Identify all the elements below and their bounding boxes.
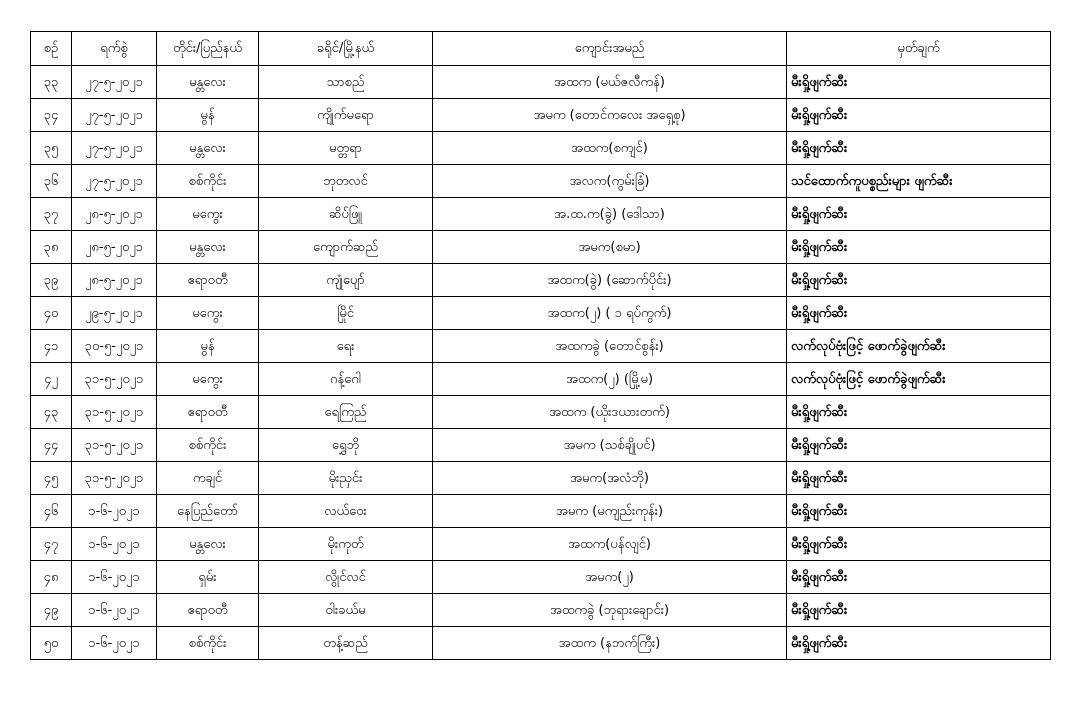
cell-remark: မီးရှို့ဖျက်ဆီး: [787, 429, 1051, 462]
table-row: [31, 99, 1051, 132]
cell-remark: မီးရှို့ဖျက်ဆီး: [787, 132, 1051, 165]
cell-date: ၂၈-၅-၂၀၂၁: [72, 264, 157, 297]
cell-school: အထက (ယိုးဒယားတက်): [433, 396, 787, 429]
cell-school: အမက (မကျည်းကုန်း): [433, 495, 787, 528]
cell-date: ၂၈-၅-၂၀၂၁: [72, 198, 157, 231]
cell-remark: မီးရှို့ဖျက်ဆီး: [787, 561, 1051, 594]
table-row: [31, 297, 1051, 330]
cell-no: ၃၄: [31, 99, 72, 132]
cell-region: မကွေး: [157, 363, 259, 396]
cell-remark: မီးရှို့ဖျက်ဆီး: [787, 231, 1051, 264]
cell-no: ၃၆: [31, 165, 72, 198]
cell-region: မန္တလေး: [157, 132, 259, 165]
cell-school: အမက(စမာ): [433, 231, 787, 264]
cell-date: ၁-၆-၂၀၂၁: [72, 627, 157, 660]
cell-region: စစ်ကိုင်း: [157, 165, 259, 198]
table-row: [31, 132, 1051, 165]
table-row: [31, 627, 1051, 660]
cell-region: စစ်ကိုင်း: [157, 627, 259, 660]
cell-no: ၃၅: [31, 132, 72, 165]
cell-school: အထက(၂) (မြို့မ): [433, 363, 787, 396]
cell-no: ၃၉: [31, 264, 72, 297]
cell-school: အမက(၂): [433, 561, 787, 594]
cell-township: ရေး: [259, 330, 433, 363]
table-row: [31, 330, 1051, 363]
cell-township: ဘုတလင်: [259, 165, 433, 198]
table-row: [31, 231, 1051, 264]
cell-no: ၄၈: [31, 561, 72, 594]
header-region: တိုင်း/ပြည်နယ်: [157, 32, 259, 66]
table-row: [31, 462, 1051, 495]
cell-school: အမက (သစ်ချိုပင်): [433, 429, 787, 462]
cell-region: ကချင်: [157, 462, 259, 495]
cell-region: မကွေး: [157, 198, 259, 231]
cell-remark: မီးရှို့ဖျက်ဆီး: [787, 462, 1051, 495]
cell-region: ဧရာဝတီ: [157, 396, 259, 429]
cell-remark: မီးရှို့ဖျက်ဆီး: [787, 198, 1051, 231]
cell-township: ဆိပ်ဖြူ: [259, 198, 433, 231]
cell-no: ၃၈: [31, 231, 72, 264]
table-row: [31, 528, 1051, 561]
cell-date: ၂၇-၅-၂၀၂၁: [72, 165, 157, 198]
cell-school: အထကခွဲ (ဘုရားချောင်း): [433, 594, 787, 627]
cell-date: ၃၁-၅-၂၀၂၁: [72, 462, 157, 495]
cell-date: ၁-၆-၂၀၂၁: [72, 528, 157, 561]
cell-date: ၂၉-၅-၂၀၂၁: [72, 297, 157, 330]
table-row: [31, 429, 1051, 462]
cell-region: နေပြည်တော်: [157, 495, 259, 528]
cell-school: အမက (တောင်ကလေး အရှေ့စု): [433, 99, 787, 132]
cell-remark: မီးရှို့ဖျက်ဆီး: [787, 495, 1051, 528]
cell-date: ၃၁-၅-၂၀၂၁: [72, 396, 157, 429]
cell-township: ဝါးခယ်မ: [259, 594, 433, 627]
cell-school: အထက(ခွဲ) (ဆောက်ပိုင်း): [433, 264, 787, 297]
cell-township: ကျုံပျော်: [259, 264, 433, 297]
cell-township: ရေကြည်: [259, 396, 433, 429]
header-remark: မှတ်ချက်: [787, 32, 1051, 66]
table-row: [31, 561, 1051, 594]
cell-region: မွန်: [157, 99, 259, 132]
cell-township: မတ္တရာ: [259, 132, 433, 165]
cell-township: မိုးကုတ်: [259, 528, 433, 561]
cell-date: ၁-၆-၂၀၂၁: [72, 561, 157, 594]
table-row: [31, 363, 1051, 396]
table-row: [31, 264, 1051, 297]
cell-date: ၁-၆-၂၀၂၁: [72, 495, 157, 528]
cell-school: အထက(စကျင်): [433, 132, 787, 165]
cell-remark: မီးရှို့ဖျက်ဆီး: [787, 396, 1051, 429]
cell-no: ၄၀: [31, 297, 72, 330]
cell-township: ရွှေဘို: [259, 429, 433, 462]
cell-remark: သင်ထောက်ကူပစ္စည်းများ ဖျက်ဆီး: [787, 165, 1051, 198]
cell-remark: မီးရှို့ဖျက်ဆီး: [787, 99, 1051, 132]
cell-region: မန္တလေး: [157, 528, 259, 561]
cell-region: ရှမ်း: [157, 561, 259, 594]
cell-remark: မီးရှို့ဖျက်ဆီး: [787, 264, 1051, 297]
cell-no: ၄၄: [31, 429, 72, 462]
cell-school: အမက(အလံဘို): [433, 462, 787, 495]
table-row: [31, 594, 1051, 627]
cell-township: မိုးညှင်း: [259, 462, 433, 495]
cell-date: ၂၇-၅-၂၀၂၁: [72, 132, 157, 165]
cell-no: ၃၃: [31, 66, 72, 99]
cell-region: မန္တလေး: [157, 231, 259, 264]
cell-school: အ.ထ.က(ခွဲ) (ဒေါသာ): [433, 198, 787, 231]
cell-remark: မီးရှို့ဖျက်ဆီး: [787, 66, 1051, 99]
cell-date: ၂၈-၅-၂၀၂၁: [72, 231, 157, 264]
cell-no: ၄၃: [31, 396, 72, 429]
cell-remark: မီးရှို့ဖျက်ဆီး: [787, 627, 1051, 660]
header-date: ရက်စွဲ: [72, 32, 157, 66]
cell-date: ၂၇-၅-၂၀၂၁: [72, 99, 157, 132]
cell-no: ၄၁: [31, 330, 72, 363]
cell-school: အထက (နဘက်ကြီး): [433, 627, 787, 660]
table-row: [31, 396, 1051, 429]
cell-township: ကျိုက်မရော: [259, 99, 433, 132]
cell-no: ၅၀: [31, 627, 72, 660]
cell-township: သာစည်: [259, 66, 433, 99]
table-row: [31, 165, 1051, 198]
cell-date: ၃၁-၅-၂၀၂၁: [72, 363, 157, 396]
cell-remark: လက်လုပ်ဗုံးဖြင့် ဖောက်ခွဲဖျက်ဆီး: [787, 363, 1051, 396]
cell-no: ၃၇: [31, 198, 72, 231]
cell-school: အလက(ကွမ်းခြံ): [433, 165, 787, 198]
cell-date: ၂၇-၅-၂၀၂၁: [72, 66, 157, 99]
cell-school: အထက(၂) ( ၁ ရပ်ကွက်): [433, 297, 787, 330]
cell-region: ဧရာဝတီ: [157, 594, 259, 627]
table-header-row: [31, 32, 1051, 66]
header-school: ကျောင်းအမည်: [433, 32, 787, 66]
incident-table: [30, 31, 1051, 660]
cell-no: ၄၂: [31, 363, 72, 396]
cell-no: ၄၅: [31, 462, 72, 495]
cell-township: လယ်ဝေး: [259, 495, 433, 528]
cell-region: မကွေး: [157, 297, 259, 330]
cell-remark: လက်လုပ်ဗုံးဖြင့် ဖောက်ခွဲဖျက်ဆီး: [787, 330, 1051, 363]
cell-region: မန္တလေး: [157, 66, 259, 99]
cell-date: ၃၁-၅-၂၀၂၁: [72, 429, 157, 462]
cell-date: ၁-၆-၂၀၂၁: [72, 594, 157, 627]
cell-remark: မီးရှို့ဖျက်ဆီး: [787, 594, 1051, 627]
cell-remark: မီးရှို့ဖျက်ဆီး: [787, 297, 1051, 330]
cell-no: ၄၉: [31, 594, 72, 627]
cell-school: အထက (မယ်ဇလီကန်): [433, 66, 787, 99]
cell-township: တန့်ဆည်: [259, 627, 433, 660]
cell-no: ၄၆: [31, 495, 72, 528]
header-township: ခရိုင်/မြို့နယ်: [259, 32, 433, 66]
cell-remark: မီးရှို့ဖျက်ဆီး: [787, 528, 1051, 561]
cell-school: အထက(ပန်လျင်): [433, 528, 787, 561]
cell-school: အထကခွဲ (တောင်စွန်း): [433, 330, 787, 363]
cell-township: မြိုင်: [259, 297, 433, 330]
cell-region: ဧရာဝတီ: [157, 264, 259, 297]
table-row: [31, 198, 1051, 231]
cell-township: ကျောက်ဆည်: [259, 231, 433, 264]
cell-region: မွန်: [157, 330, 259, 363]
cell-township: ဂန့်ဂေါ: [259, 363, 433, 396]
table-row: [31, 66, 1051, 99]
cell-township: လွိုင်လင်: [259, 561, 433, 594]
cell-no: ၄၇: [31, 528, 72, 561]
cell-region: စစ်ကိုင်း: [157, 429, 259, 462]
header-no: စဥ်: [31, 32, 72, 66]
cell-date: ၃၀-၅-၂၀၂၁: [72, 330, 157, 363]
table-row: [31, 495, 1051, 528]
